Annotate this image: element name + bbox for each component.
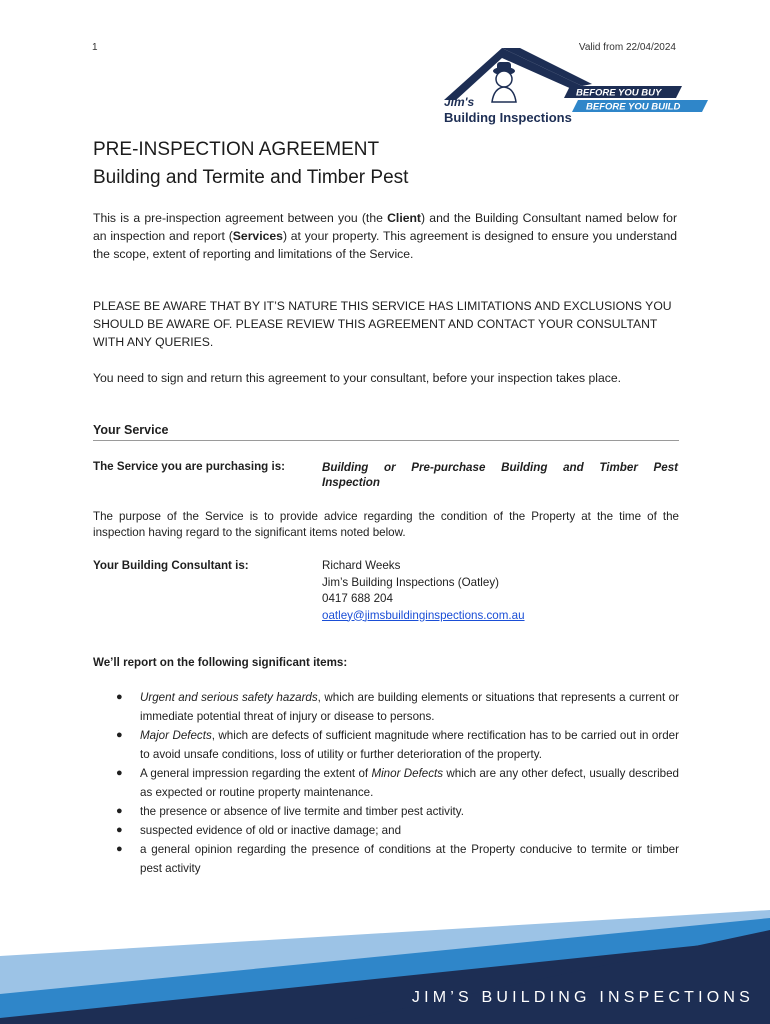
footer-brand-text: JIM’S BUILDING INSPECTIONS [411, 989, 754, 1006]
consultant-label: Your Building Consultant is: [93, 559, 249, 572]
logo-brand-building: Building Inspections [444, 110, 572, 125]
page-number: 1 [92, 42, 98, 53]
service-value: Building or Pre-purchase Building and Timber Pest [322, 461, 678, 474]
consultant-name: Richard Weeks [322, 559, 401, 572]
service-purpose: The purpose of the Service is to provide advice regarding the condition of the Property at the time of the inspection having regard to the significant items noted below. [93, 510, 679, 539]
list-item: ● Urgent and serious safety hazards, which are building elements or situations that represents a current or immediate potential threat of injury or disease to persons. [116, 691, 679, 723]
list-item: ● a general opinion regarding the presence of conditions at the Property conducive to termite or timber pest activity [116, 843, 679, 875]
logo-tag-build: BEFORE YOU BUILD [586, 101, 681, 113]
report-items-list [113, 688, 679, 878]
limitations-notice: PLEASE BE AWARE THAT BY IT’S NATURE THIS SERVICE HAS LIMITATIONS AND EXCLUSIONS YOU SHOULD BE AWARE OF. PLEASE REVIEW THIS AGREEMENT AND CONTACT YOUR CONSULTANT WITH ANY QUERIES. [93, 299, 672, 349]
intro-paragraph: This is a pre-inspection agreement between you (the Client) and the Building Consultant named below for an inspection and report (Services) at your property. This agreement is designed to ensure you understand the scope, extent of reporting and limitations of the Service. [93, 211, 677, 261]
section-divider [93, 440, 679, 441]
your-service-heading: Your Service [93, 423, 169, 437]
logo-brand-jims: Jim's [444, 95, 475, 109]
list-item: ● the presence or absence of live termite and timber pest activity. [116, 805, 464, 818]
page-subtitle: Building and Termite and Timber Pest [93, 167, 409, 188]
list-item: ● Major Defects, which are defects of sufficient magnitude where rectification has to be carried out in order to avoid unsafe conditions, loss of utility or further deterioration of the property. [116, 729, 679, 761]
page-title: PRE-INSPECTION AGREEMENT [93, 139, 380, 160]
mascot-icon [492, 62, 516, 102]
sign-return-note: You need to sign and return this agreement to your consultant, before your inspection takes place. [93, 371, 622, 385]
consultant-company: Jim’s Building Inspections (Oatley) [322, 575, 499, 589]
consultant-details [322, 558, 525, 624]
service-value-cont: Inspection [322, 476, 380, 489]
logo-tag-buy: BEFORE YOU BUY [576, 87, 662, 99]
report-items-heading: We’ll report on the following significant items: [93, 656, 348, 669]
list-item: ● A general impression regarding the extent of Minor Defects which are any other defect, usually described as expected or routine property maintenance. [116, 767, 679, 799]
service-label: The Service you are purchasing is: [93, 460, 286, 473]
consultant-phone: 0417 688 204 [322, 592, 393, 605]
list-item: ● suspected evidence of old or inactive damage; and [116, 824, 402, 837]
jims-logo [442, 44, 710, 130]
consultant-email-link[interactable]: oatley@jimsbuildinginspections.com.au [322, 608, 525, 622]
valid-from-date: Valid from 22/04/2024 [578, 42, 676, 53]
